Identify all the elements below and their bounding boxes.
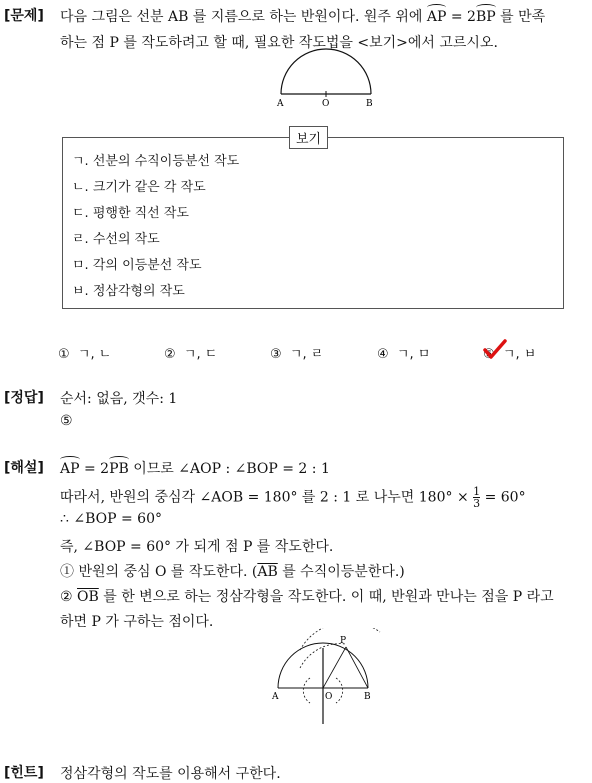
semicircle-arc <box>281 49 371 94</box>
option-number: ③ <box>270 347 282 362</box>
option-text: ㄱ, ㄴ <box>77 347 112 362</box>
bogi-item: ㄱ. 선분의 수직이등분선 작도 <box>72 154 240 169</box>
explanation-line-7: 하면 P 가 구하는 점이다. <box>60 614 214 630</box>
segment-ab: $\overline{AB}$ <box>257 564 278 580</box>
label-o: O <box>322 99 330 109</box>
explanation-line-4: 즉, ∠BOP = 60° 가 되게 점 P 를 작도한다. <box>60 539 334 555</box>
option-text: ㄱ, ㅁ <box>396 347 431 362</box>
ratio-text: 이므로 ∠AOP : ∠BOP = 2 : 1 <box>128 461 330 477</box>
explanation-text: 를 수직이등분한다.) <box>277 564 405 580</box>
problem-line-2: 하는 점 P 를 작도하려고 할 때, 필요한 작도법을 <보기>에서 고르시오. <box>60 35 498 51</box>
label-p: P <box>340 636 347 646</box>
option-text: ㄱ, ㄷ <box>183 347 218 362</box>
construction-arc <box>303 678 310 703</box>
problem-text-end: 를 만족 <box>495 9 546 25</box>
option-number: ② <box>164 347 176 362</box>
label-o: O <box>325 692 333 702</box>
option-3[interactable] <box>270 343 323 362</box>
label-b: B <box>364 692 371 702</box>
arc-ap: AP <box>60 461 80 477</box>
option-1[interactable] <box>58 343 111 362</box>
label-a: A <box>277 99 284 109</box>
label-b: B <box>366 99 373 109</box>
explanation-text: 를 한 변으로 하는 정삼각형을 작도한다. 이 때, 반원과 만나는 점을 P 라고 <box>98 589 554 605</box>
segment-op <box>323 647 346 688</box>
option-number: ⑤ <box>483 347 495 362</box>
bogi-item: ㄴ. 크기가 같은 각 작도 <box>72 180 206 195</box>
checkmark-icon <box>482 338 508 360</box>
semicircle-figure <box>270 48 385 110</box>
option-number: ① <box>58 347 70 362</box>
explanation-line-5 <box>60 561 405 581</box>
bogi-title: 보기 <box>289 126 328 149</box>
answer-label: [정답] <box>4 390 44 406</box>
bogi-item: ㄷ. 평행한 직선 작도 <box>72 206 189 221</box>
option-text: ㄱ, ㅂ <box>502 347 537 362</box>
equals-text: = 2 <box>446 9 476 25</box>
explanation-text: ② <box>60 589 78 605</box>
problem-label: [문제] <box>4 8 44 24</box>
explanation-line-2 <box>60 486 526 509</box>
arc-bp: BP <box>475 9 496 25</box>
explanation-line-3: ∴ ∠BOP = 60° <box>60 511 162 527</box>
arc-ap: AP <box>426 9 447 25</box>
bogi-item: ㅁ. 각의 이등분선 작도 <box>72 258 202 273</box>
option-number: ④ <box>377 347 389 362</box>
option-text: ㄱ, ㄹ <box>289 347 324 362</box>
explanation-line-6 <box>60 586 554 606</box>
segment-ob: $\overline{OB}$ <box>77 589 99 605</box>
answer-line-2: ⑤ <box>60 413 73 429</box>
segment-pb <box>346 647 368 688</box>
problem-line-1 <box>60 6 545 26</box>
problem-text: 다음 그림은 선분 AB 를 지름으로 하는 반원이다. 원주 위에 <box>60 9 427 25</box>
explanation-text: = 60° <box>480 489 526 506</box>
bogi-item: ㅂ. 정삼각형의 작도 <box>72 284 185 299</box>
label-a: A <box>272 692 279 702</box>
option-2[interactable] <box>164 343 217 362</box>
hint-label: [힌트] <box>4 765 44 781</box>
arc-pb: PB <box>109 461 129 477</box>
hint-text: 정삼각형의 작도를 이용해서 구한다. <box>60 766 281 782</box>
fraction-numerator: 1 <box>473 485 481 498</box>
bogi-item: ㄹ. 수선의 작도 <box>72 232 160 247</box>
fraction-denominator: 3 <box>473 497 481 510</box>
explanation-text: 따라서, 반원의 중심각 ∠AOB = 180° 를 2 : 1 로 나누면 180° × <box>60 489 474 506</box>
explanation-text: ① 반원의 중심 O 를 작도한다. ( <box>60 564 258 580</box>
explanation-label: [해설] <box>4 460 44 476</box>
construction-arc <box>336 678 343 703</box>
explanation-line-1 <box>60 458 330 478</box>
construction-figure <box>260 628 390 728</box>
equals-text: = 2 <box>79 461 110 477</box>
answer-line-1: 순서: 없음, 갯수: 1 <box>60 391 178 407</box>
option-4[interactable] <box>377 343 430 362</box>
